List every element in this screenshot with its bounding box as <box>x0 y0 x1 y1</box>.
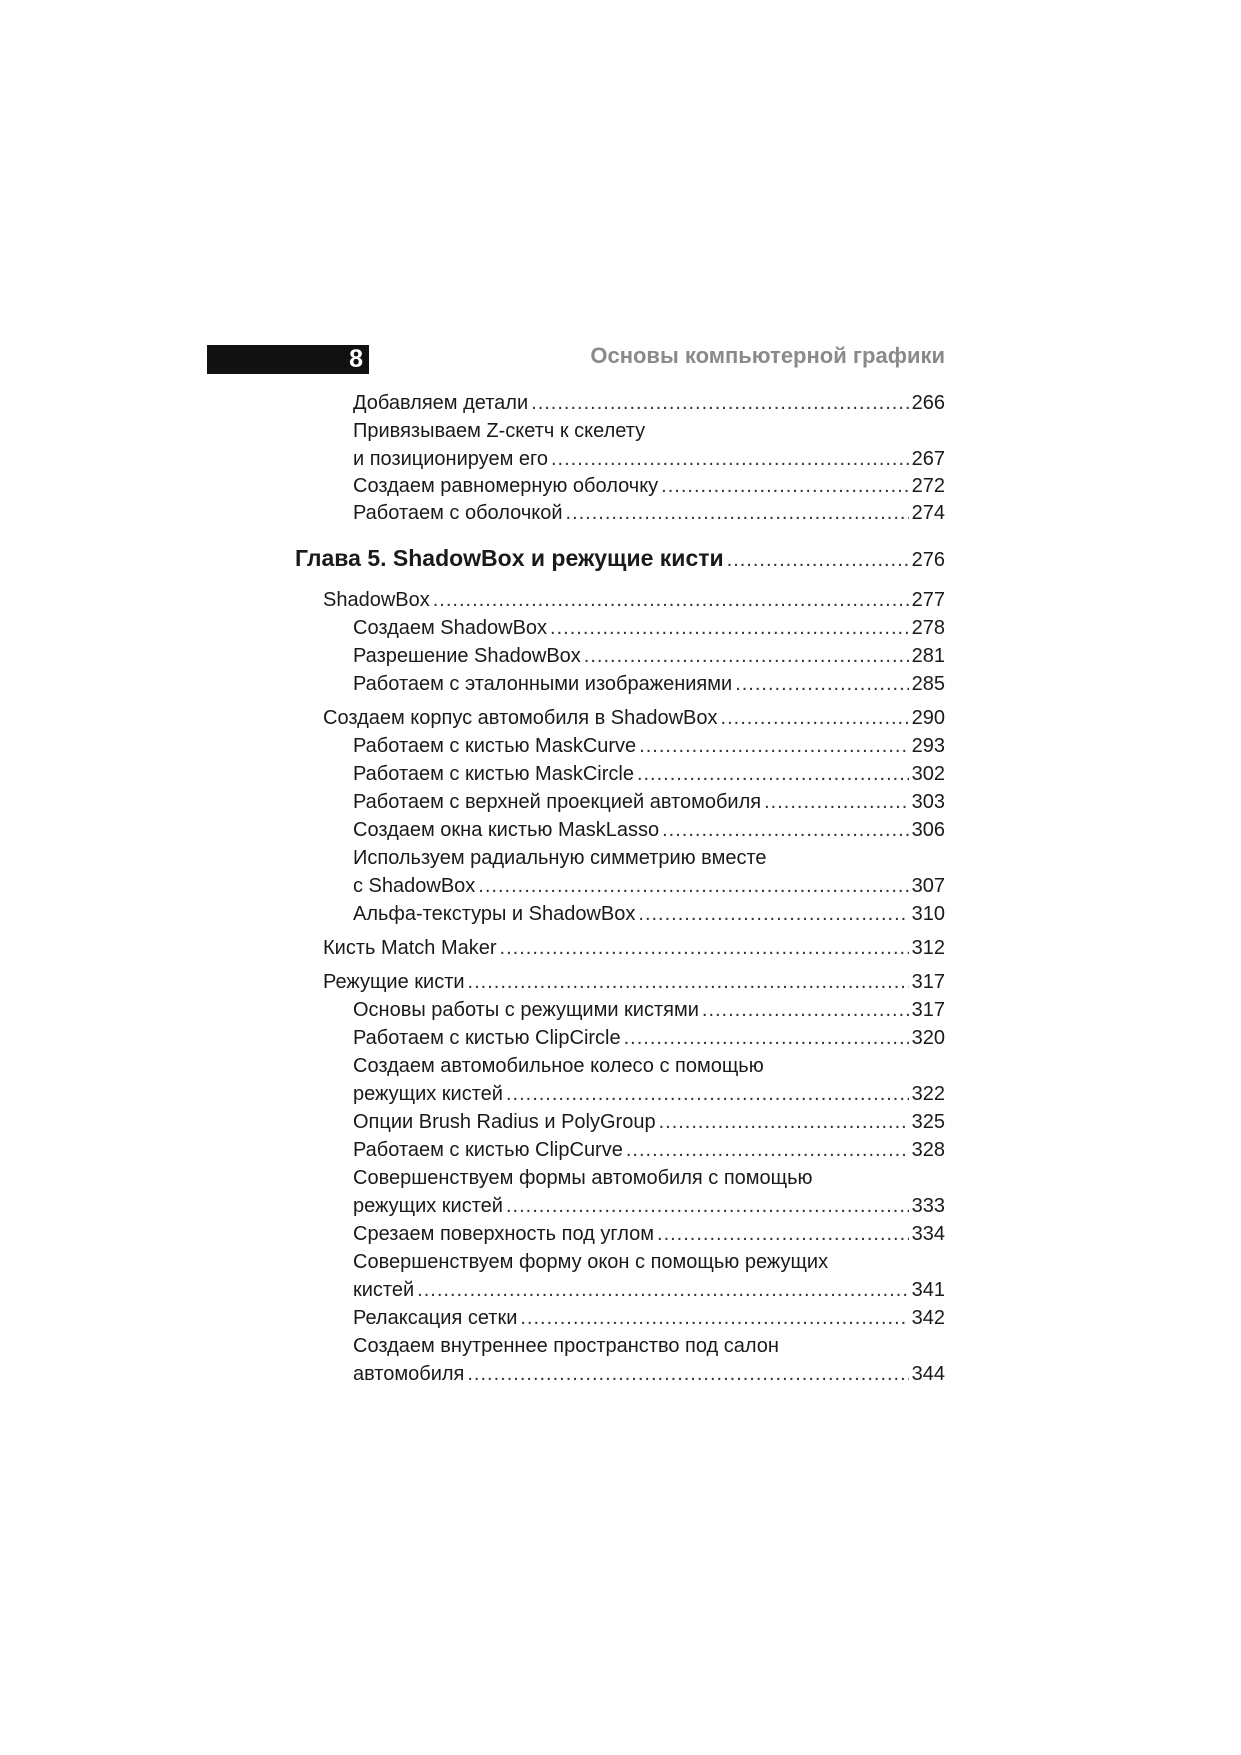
toc-entry-title: с ShadowBox <box>353 875 476 897</box>
page-number-bar <box>207 345 369 374</box>
toc-entry <box>353 996 945 1024</box>
toc-entry-title: Кисть Match Maker <box>323 937 497 959</box>
leader-dots <box>550 614 909 642</box>
leader-dots <box>566 499 909 527</box>
leader-dots <box>727 546 909 574</box>
toc-entry-page: 312 <box>911 937 945 959</box>
toc-entry-title: режущих кистей <box>353 1083 503 1105</box>
toc-entry <box>353 1360 945 1388</box>
leader-dots <box>551 445 909 473</box>
toc-entry-page: 320 <box>911 1027 945 1049</box>
toc-entry <box>353 389 945 417</box>
toc-entry-page: 266 <box>911 392 945 414</box>
toc-entry <box>353 844 767 872</box>
toc-entry-title: Привязываем Z-скетч к скелету <box>353 420 646 442</box>
toc-entry <box>353 1332 779 1360</box>
leader-dots <box>702 996 909 1024</box>
toc-entry-page: 341 <box>911 1279 945 1301</box>
toc-entry-page: 267 <box>911 448 945 470</box>
toc-entry <box>353 614 945 642</box>
toc-entry-title: Срезаем поверхность под углом <box>353 1223 655 1245</box>
toc-entry <box>353 1136 945 1164</box>
toc-entry-page: 333 <box>911 1195 945 1217</box>
toc-entry-page: 293 <box>911 735 945 757</box>
toc-entry-page: 278 <box>911 617 945 639</box>
toc-entry <box>353 1164 813 1192</box>
toc-entry-page: 310 <box>911 903 945 925</box>
toc-entry <box>353 788 945 816</box>
toc-entry <box>353 642 945 670</box>
toc-entry-title: Совершенствуем формы автомобиля с помощью <box>353 1167 813 1189</box>
leader-dots <box>662 816 909 844</box>
toc-entry-page: 277 <box>911 589 945 611</box>
leader-dots <box>639 732 908 760</box>
toc-entry-page: 317 <box>911 971 945 993</box>
running-head: Основы компьютерной графики <box>590 343 945 368</box>
leader-dots <box>506 1080 909 1108</box>
leader-dots <box>478 872 908 900</box>
toc-entry-title: Работаем с оболочкой <box>353 502 563 524</box>
leader-dots <box>637 760 909 788</box>
toc-entry-page: 328 <box>911 1139 945 1161</box>
toc-entry <box>353 670 945 698</box>
toc-entry-title: Создаем корпус автомобиля в ShadowBox <box>323 707 718 729</box>
toc-entry-title: Работаем с кистью MaskCurve <box>353 735 637 757</box>
leader-dots <box>531 389 908 417</box>
leader-dots <box>764 788 909 816</box>
toc-entry-page: 303 <box>911 791 945 813</box>
toc-entry-title: Используем радиальную симметрию вместе <box>353 847 767 869</box>
toc-entry-title: автомобиля <box>353 1363 465 1385</box>
toc-entry <box>353 732 945 760</box>
toc-entry <box>353 1024 945 1052</box>
toc-entry-title: Релаксация сетки <box>353 1307 518 1329</box>
toc-entry <box>353 472 945 500</box>
leader-dots <box>520 1304 908 1332</box>
toc-chapter-entry <box>295 544 945 574</box>
leader-dots <box>467 1360 908 1388</box>
leader-dots <box>657 1220 909 1248</box>
toc-entry <box>353 760 945 788</box>
toc-entry-page: 344 <box>911 1363 945 1385</box>
toc-entry <box>353 1220 945 1248</box>
toc-entry-title: Основы работы с режущими кистями <box>353 999 699 1021</box>
toc-entry-title: Совершенствуем форму окон с помощью режущих <box>353 1251 829 1273</box>
toc-entry-page: 302 <box>911 763 945 785</box>
toc-entry-title: Работаем с кистью MaskCircle <box>353 763 634 785</box>
toc-entry-page: 274 <box>911 502 945 524</box>
toc-entry <box>353 499 945 527</box>
leader-dots <box>735 670 908 698</box>
toc-entry <box>353 1192 945 1220</box>
toc-entry-title: режущих кистей <box>353 1195 503 1217</box>
toc-entry-title: ShadowBox <box>323 589 430 611</box>
leader-dots <box>638 900 908 928</box>
toc-entry <box>353 445 945 473</box>
toc-entry <box>353 1276 945 1304</box>
toc-entry <box>353 1052 764 1080</box>
toc-entry-page: 325 <box>911 1111 945 1133</box>
toc-entry-page: 334 <box>911 1223 945 1245</box>
toc-entry <box>353 1080 945 1108</box>
toc-entry-page: 306 <box>911 819 945 841</box>
toc-entry <box>353 417 645 445</box>
toc-entry <box>353 872 945 900</box>
toc-entry-page: 317 <box>911 999 945 1021</box>
toc-entry-title: Создаем автомобильное колесо с помощью <box>353 1055 764 1077</box>
leader-dots <box>624 1024 909 1052</box>
toc-entry-title: Создаем равномерную оболочку <box>353 475 659 497</box>
toc-entry-title: Создаем внутреннее пространство под салон <box>353 1335 779 1357</box>
toc-entry <box>323 934 945 962</box>
leader-dots <box>661 472 908 500</box>
toc-entry-title: Работаем с эталонными изображениями <box>353 673 733 695</box>
leader-dots <box>417 1276 908 1304</box>
toc-entry-page: 272 <box>911 475 945 497</box>
toc-entry-title: Опции Brush Radius и PolyGroup <box>353 1111 656 1133</box>
leader-dots <box>500 934 909 962</box>
toc-entry <box>353 816 945 844</box>
toc-chapter-title: Глава 5. ShadowBox и режущие кисти <box>295 545 724 571</box>
toc-entry <box>323 968 945 996</box>
toc-entry <box>323 704 945 732</box>
toc-entry-page: 342 <box>911 1307 945 1329</box>
leader-dots <box>433 586 909 614</box>
toc-entry-title: Разрешение ShadowBox <box>353 645 581 667</box>
toc-entry <box>353 1248 828 1276</box>
toc-entry-title: Работаем с кистью ClipCircle <box>353 1027 621 1049</box>
page-number: 8 <box>349 345 363 373</box>
toc-entry-title: Режущие кисти <box>323 971 465 993</box>
toc-entry-page: 307 <box>911 875 945 897</box>
toc-entry <box>353 1108 945 1136</box>
toc-entry <box>353 1304 945 1332</box>
toc-entry-page: 285 <box>911 673 945 695</box>
toc-entry-title: Работаем с кистью ClipCurve <box>353 1139 623 1161</box>
toc-entry-title: Создаем ShadowBox <box>353 617 548 639</box>
toc-entry-title: и позиционируем его <box>353 448 548 470</box>
toc-entry-page: 290 <box>911 707 945 729</box>
toc-entry-page: 276 <box>911 549 945 571</box>
toc-entry-title: Работаем с верхней проекцией автомобиля <box>353 791 762 813</box>
leader-dots <box>659 1108 909 1136</box>
toc-entry-title: кистей <box>353 1279 415 1301</box>
toc-entry <box>323 586 945 614</box>
toc-entry-title: Создаем окна кистью MaskLasso <box>353 819 660 841</box>
toc-entry-title: Альфа-текстуры и ShadowBox <box>353 903 636 925</box>
leader-dots <box>506 1192 909 1220</box>
leader-dots <box>468 968 909 996</box>
leader-dots <box>626 1136 909 1164</box>
toc-entry-title: Добавляем детали <box>353 392 529 414</box>
toc-entry-page: 322 <box>911 1083 945 1105</box>
toc-entry-page: 281 <box>911 645 945 667</box>
leader-dots <box>721 704 909 732</box>
toc-entry <box>353 900 945 928</box>
leader-dots <box>584 642 909 670</box>
